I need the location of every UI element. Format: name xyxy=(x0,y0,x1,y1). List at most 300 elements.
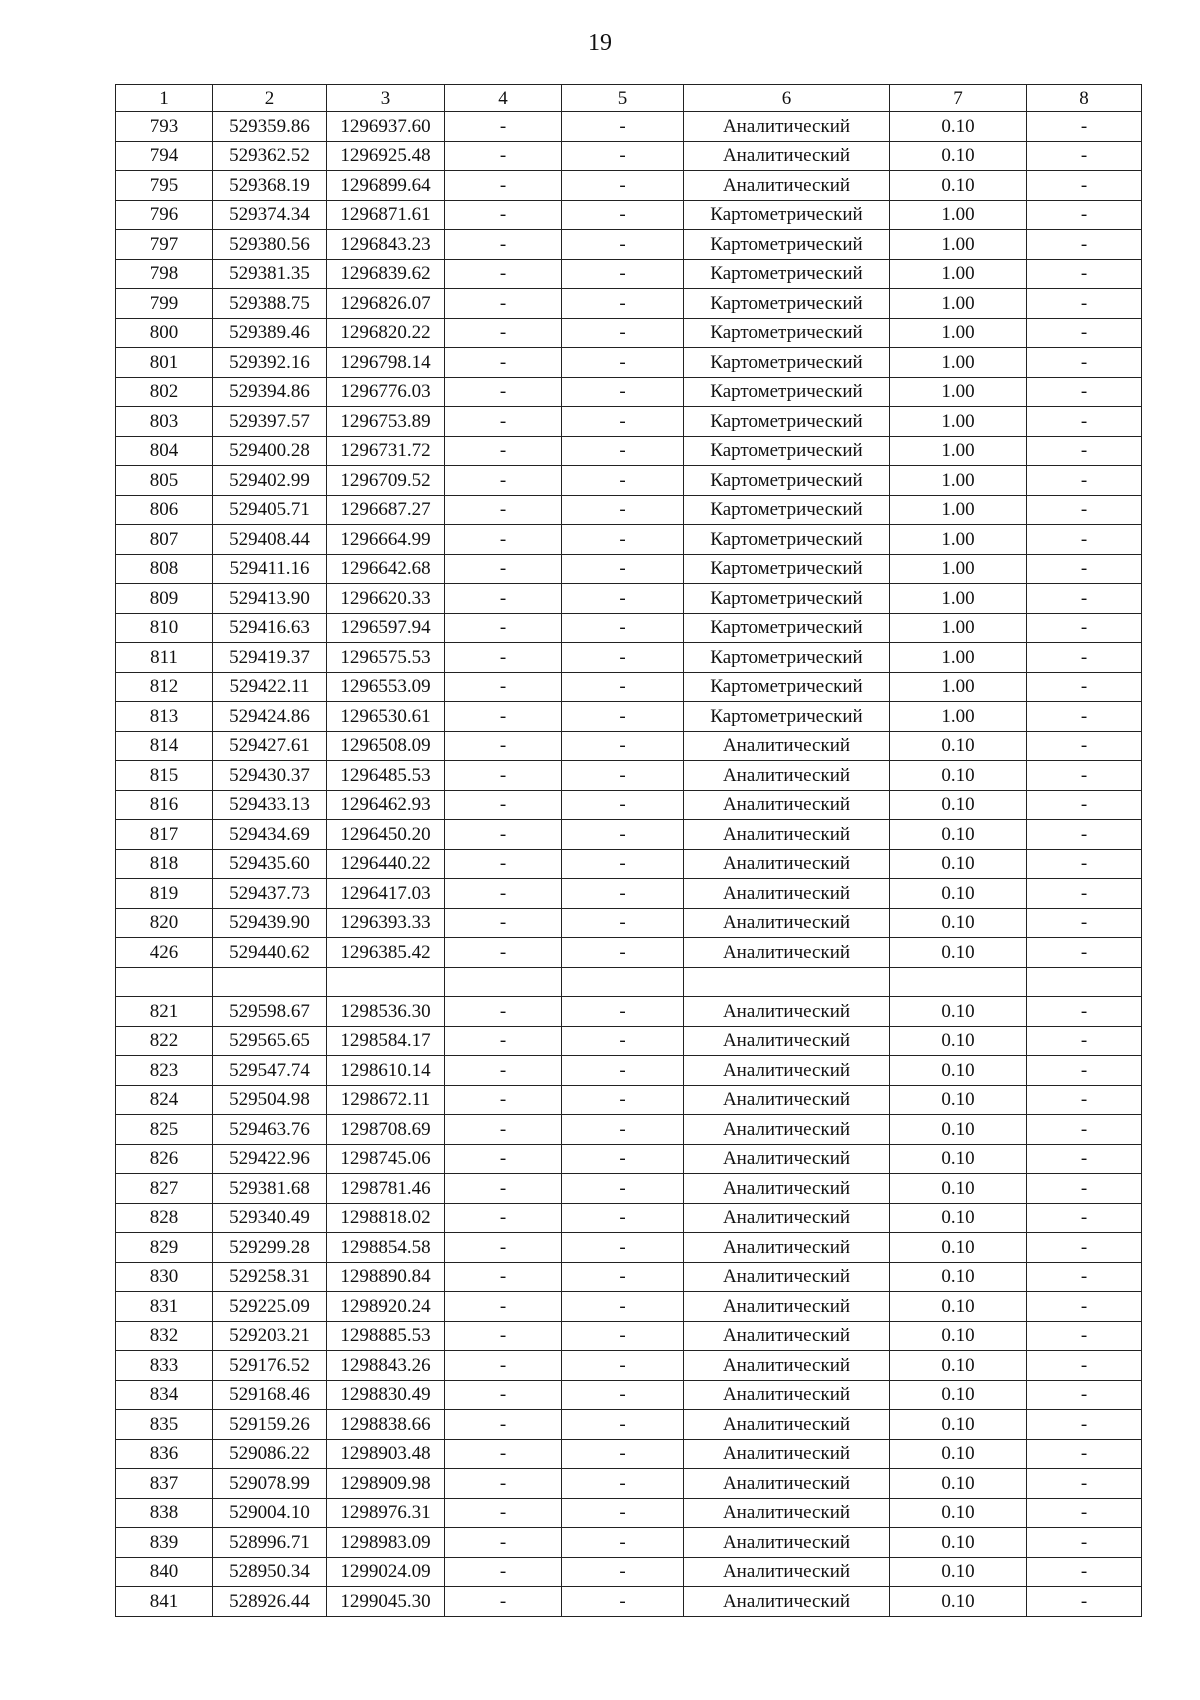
accuracy-cell: 0.10 xyxy=(890,1439,1027,1469)
col4-cell: - xyxy=(445,1233,562,1263)
col4-cell: - xyxy=(445,1174,562,1204)
col4-cell: - xyxy=(445,702,562,732)
col8-cell: - xyxy=(1027,230,1142,260)
accuracy-cell: 1.00 xyxy=(890,525,1027,555)
x-coordinate-cell: 529405.71 xyxy=(213,495,327,525)
col8-cell: - xyxy=(1027,731,1142,761)
col4-cell: - xyxy=(445,200,562,230)
y-coordinate-cell: 1296530.61 xyxy=(327,702,445,732)
method-cell: Аналитический xyxy=(684,879,890,909)
col8-cell: - xyxy=(1027,200,1142,230)
y-coordinate-cell: 1296731.72 xyxy=(327,436,445,466)
col4-cell: - xyxy=(445,230,562,260)
col8-cell: - xyxy=(1027,1380,1142,1410)
accuracy-cell: 1.00 xyxy=(890,200,1027,230)
x-coordinate-cell: 529168.46 xyxy=(213,1380,327,1410)
y-coordinate-cell: 1298890.84 xyxy=(327,1262,445,1292)
point-number-cell: 817 xyxy=(116,820,213,850)
point-number-cell: 807 xyxy=(116,525,213,555)
y-coordinate-cell: 1296776.03 xyxy=(327,377,445,407)
x-coordinate-cell: 529374.34 xyxy=(213,200,327,230)
point-number-cell: 830 xyxy=(116,1262,213,1292)
accuracy-cell: 0.10 xyxy=(890,1085,1027,1115)
col5-cell: - xyxy=(562,1528,684,1558)
point-number-cell: 808 xyxy=(116,554,213,584)
col4-cell: - xyxy=(445,1026,562,1056)
accuracy-cell xyxy=(890,967,1027,997)
col5-cell: - xyxy=(562,908,684,938)
table-row xyxy=(116,318,1142,348)
y-coordinate-cell: 1298885.53 xyxy=(327,1321,445,1351)
method-cell: Аналитический xyxy=(684,1557,890,1587)
x-coordinate-cell: 529381.35 xyxy=(213,259,327,289)
y-coordinate-cell: 1296709.52 xyxy=(327,466,445,496)
col4-cell: - xyxy=(445,1115,562,1145)
page-number: 19 xyxy=(588,30,612,56)
col5-cell: - xyxy=(562,584,684,614)
y-coordinate-cell: 1296417.03 xyxy=(327,879,445,909)
col8-cell: - xyxy=(1027,141,1142,171)
accuracy-cell: 0.10 xyxy=(890,761,1027,791)
method-cell: Картометрический xyxy=(684,643,890,673)
col4-cell: - xyxy=(445,613,562,643)
table-row xyxy=(116,112,1142,142)
method-cell: Аналитический xyxy=(684,1351,890,1381)
method-cell: Картометрический xyxy=(684,348,890,378)
col5-cell: - xyxy=(562,436,684,466)
x-coordinate-cell: 529397.57 xyxy=(213,407,327,437)
col5-cell: - xyxy=(562,141,684,171)
col8-cell: - xyxy=(1027,1528,1142,1558)
table-row xyxy=(116,1026,1142,1056)
method-cell: Аналитический xyxy=(684,171,890,201)
col5-cell: - xyxy=(562,495,684,525)
accuracy-cell: 0.10 xyxy=(890,879,1027,909)
accuracy-cell: 0.10 xyxy=(890,1262,1027,1292)
x-coordinate-cell: 529439.90 xyxy=(213,908,327,938)
col8-cell: - xyxy=(1027,1557,1142,1587)
col4-cell: - xyxy=(445,1203,562,1233)
x-coordinate-cell: 529433.13 xyxy=(213,790,327,820)
col4-cell: - xyxy=(445,1587,562,1617)
col8-cell: - xyxy=(1027,908,1142,938)
col8-cell: - xyxy=(1027,672,1142,702)
point-number-cell: 834 xyxy=(116,1380,213,1410)
point-number-cell: 801 xyxy=(116,348,213,378)
col4-cell: - xyxy=(445,1144,562,1174)
table-row xyxy=(116,672,1142,702)
table-row xyxy=(116,731,1142,761)
col4-cell: - xyxy=(445,407,562,437)
accuracy-cell: 0.10 xyxy=(890,731,1027,761)
col4-cell: - xyxy=(445,672,562,702)
method-cell: Картометрический xyxy=(684,613,890,643)
point-number-cell: 795 xyxy=(116,171,213,201)
accuracy-cell: 1.00 xyxy=(890,702,1027,732)
table-row xyxy=(116,1439,1142,1469)
x-coordinate-cell: 529394.86 xyxy=(213,377,327,407)
method-cell: Аналитический xyxy=(684,1292,890,1322)
col8-cell: - xyxy=(1027,1174,1142,1204)
col8-cell: - xyxy=(1027,171,1142,201)
table-row xyxy=(116,1144,1142,1174)
y-coordinate-cell: 1298838.66 xyxy=(327,1410,445,1440)
point-number-cell xyxy=(116,967,213,997)
x-coordinate-cell: 528950.34 xyxy=(213,1557,327,1587)
col5-cell: - xyxy=(562,466,684,496)
method-cell: Картометрический xyxy=(684,436,890,466)
col8-cell: - xyxy=(1027,1026,1142,1056)
col8-cell: - xyxy=(1027,702,1142,732)
x-coordinate-cell: 528926.44 xyxy=(213,1587,327,1617)
col4-cell: - xyxy=(445,731,562,761)
method-cell: Аналитический xyxy=(684,1085,890,1115)
table-row xyxy=(116,1587,1142,1617)
table-row xyxy=(116,1262,1142,1292)
col4-cell: - xyxy=(445,171,562,201)
table-row xyxy=(116,289,1142,319)
table-row xyxy=(116,1321,1142,1351)
y-coordinate-cell: 1296843.23 xyxy=(327,230,445,260)
x-coordinate-cell: 529598.67 xyxy=(213,997,327,1027)
accuracy-cell: 1.00 xyxy=(890,495,1027,525)
point-number-cell: 821 xyxy=(116,997,213,1027)
accuracy-cell: 1.00 xyxy=(890,377,1027,407)
method-cell: Аналитический xyxy=(684,1026,890,1056)
col5-cell: - xyxy=(562,1115,684,1145)
column-header: 4 xyxy=(445,85,562,112)
table-row xyxy=(116,141,1142,171)
col5-cell: - xyxy=(562,1203,684,1233)
col8-cell: - xyxy=(1027,407,1142,437)
accuracy-cell: 1.00 xyxy=(890,289,1027,319)
col5-cell: - xyxy=(562,525,684,555)
method-cell: Аналитический xyxy=(684,1498,890,1528)
point-number-cell: 840 xyxy=(116,1557,213,1587)
table-row xyxy=(116,554,1142,584)
table-row xyxy=(116,407,1142,437)
col4-cell xyxy=(445,967,562,997)
y-coordinate-cell: 1298854.58 xyxy=(327,1233,445,1263)
accuracy-cell: 0.10 xyxy=(890,1056,1027,1086)
accuracy-cell: 0.10 xyxy=(890,820,1027,850)
method-cell: Аналитический xyxy=(684,1410,890,1440)
x-coordinate-cell: 529388.75 xyxy=(213,289,327,319)
col5-cell: - xyxy=(562,879,684,909)
col4-cell: - xyxy=(445,318,562,348)
col5-cell: - xyxy=(562,613,684,643)
accuracy-cell: 0.10 xyxy=(890,938,1027,968)
point-number-cell: 831 xyxy=(116,1292,213,1322)
x-coordinate-cell: 529359.86 xyxy=(213,112,327,142)
x-coordinate-cell: 529340.49 xyxy=(213,1203,327,1233)
y-coordinate-cell: 1296753.89 xyxy=(327,407,445,437)
col5-cell: - xyxy=(562,1380,684,1410)
col4-cell: - xyxy=(445,141,562,171)
y-coordinate-cell: 1298745.06 xyxy=(327,1144,445,1174)
point-number-cell: 793 xyxy=(116,112,213,142)
col5-cell: - xyxy=(562,702,684,732)
x-coordinate-cell: 529463.76 xyxy=(213,1115,327,1145)
col5-cell: - xyxy=(562,1410,684,1440)
method-cell: Аналитический xyxy=(684,761,890,791)
y-coordinate-cell: 1296642.68 xyxy=(327,554,445,584)
y-coordinate-cell: 1298920.24 xyxy=(327,1292,445,1322)
col4-cell: - xyxy=(445,643,562,673)
col8-cell: - xyxy=(1027,849,1142,879)
col8-cell: - xyxy=(1027,348,1142,378)
table-row xyxy=(116,849,1142,879)
x-coordinate-cell: 529389.46 xyxy=(213,318,327,348)
col8-cell: - xyxy=(1027,525,1142,555)
method-cell: Аналитический xyxy=(684,1469,890,1499)
col4-cell: - xyxy=(445,1498,562,1528)
col8-cell: - xyxy=(1027,879,1142,909)
col4-cell: - xyxy=(445,495,562,525)
col5-cell: - xyxy=(562,1557,684,1587)
col4-cell: - xyxy=(445,1321,562,1351)
point-number-cell: 803 xyxy=(116,407,213,437)
point-number-cell: 797 xyxy=(116,230,213,260)
table-row xyxy=(116,1528,1142,1558)
method-cell: Аналитический xyxy=(684,1380,890,1410)
accuracy-cell: 0.10 xyxy=(890,1292,1027,1322)
method-cell: Аналитический xyxy=(684,938,890,968)
y-coordinate-cell: 1296664.99 xyxy=(327,525,445,555)
col5-cell: - xyxy=(562,1587,684,1617)
y-coordinate-cell: 1296871.61 xyxy=(327,200,445,230)
col4-cell: - xyxy=(445,1380,562,1410)
method-cell: Аналитический xyxy=(684,1587,890,1617)
col8-cell: - xyxy=(1027,613,1142,643)
col8-cell: - xyxy=(1027,259,1142,289)
col5-cell: - xyxy=(562,1292,684,1322)
table-row xyxy=(116,377,1142,407)
x-coordinate-cell: 529435.60 xyxy=(213,849,327,879)
method-cell: Аналитический xyxy=(684,1115,890,1145)
y-coordinate-cell xyxy=(327,967,445,997)
method-cell: Картометрический xyxy=(684,495,890,525)
col5-cell: - xyxy=(562,377,684,407)
method-cell: Аналитический xyxy=(684,141,890,171)
y-coordinate-cell: 1296826.07 xyxy=(327,289,445,319)
accuracy-cell: 0.10 xyxy=(890,1380,1027,1410)
point-number-cell: 828 xyxy=(116,1203,213,1233)
col8-cell: - xyxy=(1027,1262,1142,1292)
accuracy-cell: 0.10 xyxy=(890,1203,1027,1233)
accuracy-cell: 1.00 xyxy=(890,259,1027,289)
point-number-cell: 798 xyxy=(116,259,213,289)
method-cell: Аналитический xyxy=(684,820,890,850)
point-number-cell: 841 xyxy=(116,1587,213,1617)
col5-cell: - xyxy=(562,1056,684,1086)
point-number-cell: 812 xyxy=(116,672,213,702)
y-coordinate-cell: 1296820.22 xyxy=(327,318,445,348)
col4-cell: - xyxy=(445,761,562,791)
y-coordinate-cell: 1298903.48 xyxy=(327,1439,445,1469)
col4-cell: - xyxy=(445,849,562,879)
point-number-cell: 804 xyxy=(116,436,213,466)
col8-cell: - xyxy=(1027,820,1142,850)
col4-cell: - xyxy=(445,348,562,378)
x-coordinate-cell: 529392.16 xyxy=(213,348,327,378)
col4-cell: - xyxy=(445,466,562,496)
point-number-cell: 820 xyxy=(116,908,213,938)
point-number-cell: 802 xyxy=(116,377,213,407)
col4-cell: - xyxy=(445,554,562,584)
point-number-cell: 805 xyxy=(116,466,213,496)
y-coordinate-cell: 1298536.30 xyxy=(327,997,445,1027)
col4-cell: - xyxy=(445,1262,562,1292)
column-header: 5 xyxy=(562,85,684,112)
accuracy-cell: 0.10 xyxy=(890,1351,1027,1381)
table-row xyxy=(116,938,1142,968)
table-row xyxy=(116,584,1142,614)
col8-cell: - xyxy=(1027,1115,1142,1145)
col4-cell: - xyxy=(445,790,562,820)
col5-cell: - xyxy=(562,171,684,201)
accuracy-cell: 1.00 xyxy=(890,348,1027,378)
x-coordinate-cell: 529419.37 xyxy=(213,643,327,673)
table-row xyxy=(116,820,1142,850)
y-coordinate-cell: 1298830.49 xyxy=(327,1380,445,1410)
point-number-cell: 806 xyxy=(116,495,213,525)
accuracy-cell: 0.10 xyxy=(890,849,1027,879)
col4-cell: - xyxy=(445,436,562,466)
col8-cell: - xyxy=(1027,112,1142,142)
col8-cell: - xyxy=(1027,289,1142,319)
point-number-cell: 827 xyxy=(116,1174,213,1204)
accuracy-cell: 0.10 xyxy=(890,997,1027,1027)
x-coordinate-cell xyxy=(213,967,327,997)
col5-cell: - xyxy=(562,1351,684,1381)
y-coordinate-cell: 1296462.93 xyxy=(327,790,445,820)
table-row xyxy=(116,1203,1142,1233)
col5-cell: - xyxy=(562,1321,684,1351)
table-row xyxy=(116,1410,1142,1440)
method-cell: Аналитический xyxy=(684,997,890,1027)
col8-cell: - xyxy=(1027,318,1142,348)
col5-cell: - xyxy=(562,554,684,584)
col5-cell: - xyxy=(562,1469,684,1499)
x-coordinate-cell: 529427.61 xyxy=(213,731,327,761)
point-number-cell: 823 xyxy=(116,1056,213,1086)
x-coordinate-cell: 529176.52 xyxy=(213,1351,327,1381)
x-coordinate-cell: 529225.09 xyxy=(213,1292,327,1322)
method-cell: Картометрический xyxy=(684,200,890,230)
table-row xyxy=(116,1557,1142,1587)
table-row xyxy=(116,790,1142,820)
col5-cell: - xyxy=(562,997,684,1027)
col8-cell: - xyxy=(1027,1439,1142,1469)
table-row xyxy=(116,200,1142,230)
accuracy-cell: 0.10 xyxy=(890,1233,1027,1263)
accuracy-cell: 0.10 xyxy=(890,1587,1027,1617)
x-coordinate-cell: 529437.73 xyxy=(213,879,327,909)
col4-cell: - xyxy=(445,938,562,968)
y-coordinate-cell: 1296620.33 xyxy=(327,584,445,614)
x-coordinate-cell: 529380.56 xyxy=(213,230,327,260)
col5-cell: - xyxy=(562,348,684,378)
x-coordinate-cell: 529258.31 xyxy=(213,1262,327,1292)
point-number-cell: 832 xyxy=(116,1321,213,1351)
y-coordinate-cell: 1298909.98 xyxy=(327,1469,445,1499)
point-number-cell: 810 xyxy=(116,613,213,643)
y-coordinate-cell: 1298708.69 xyxy=(327,1115,445,1145)
method-cell: Картометрический xyxy=(684,377,890,407)
col5-cell: - xyxy=(562,1439,684,1469)
col5-cell: - xyxy=(562,1144,684,1174)
y-coordinate-cell: 1296925.48 xyxy=(327,141,445,171)
accuracy-cell: 0.10 xyxy=(890,1026,1027,1056)
point-number-cell: 815 xyxy=(116,761,213,791)
column-header: 1 xyxy=(116,85,213,112)
point-number-cell: 809 xyxy=(116,584,213,614)
y-coordinate-cell: 1296440.22 xyxy=(327,849,445,879)
col8-cell: - xyxy=(1027,584,1142,614)
col4-cell: - xyxy=(445,259,562,289)
column-header: 6 xyxy=(684,85,890,112)
method-cell: Картометрический xyxy=(684,672,890,702)
accuracy-cell: 0.10 xyxy=(890,112,1027,142)
table-row xyxy=(116,1056,1142,1086)
y-coordinate-cell: 1298843.26 xyxy=(327,1351,445,1381)
col8-cell: - xyxy=(1027,790,1142,820)
method-cell: Аналитический xyxy=(684,1203,890,1233)
method-cell: Аналитический xyxy=(684,1262,890,1292)
accuracy-cell: 0.10 xyxy=(890,908,1027,938)
col8-cell: - xyxy=(1027,1056,1142,1086)
method-cell: Картометрический xyxy=(684,702,890,732)
method-cell: Аналитический xyxy=(684,1439,890,1469)
y-coordinate-cell: 1296385.42 xyxy=(327,938,445,968)
table-row xyxy=(116,879,1142,909)
col4-cell: - xyxy=(445,377,562,407)
y-coordinate-cell: 1296687.27 xyxy=(327,495,445,525)
col8-cell: - xyxy=(1027,1587,1142,1617)
accuracy-cell: 1.00 xyxy=(890,407,1027,437)
col5-cell: - xyxy=(562,259,684,289)
col4-cell: - xyxy=(445,1439,562,1469)
table-row xyxy=(116,643,1142,673)
y-coordinate-cell: 1298983.09 xyxy=(327,1528,445,1558)
method-cell: Картометрический xyxy=(684,289,890,319)
table-row xyxy=(116,466,1142,496)
col4-cell: - xyxy=(445,1292,562,1322)
point-number-cell: 818 xyxy=(116,849,213,879)
col8-cell: - xyxy=(1027,1233,1142,1263)
col8-cell: - xyxy=(1027,1351,1142,1381)
col5-cell: - xyxy=(562,230,684,260)
table-row xyxy=(116,1380,1142,1410)
col8-cell: - xyxy=(1027,1292,1142,1322)
accuracy-cell: 0.10 xyxy=(890,1498,1027,1528)
y-coordinate-cell: 1298781.46 xyxy=(327,1174,445,1204)
accuracy-cell: 0.10 xyxy=(890,1410,1027,1440)
table-row xyxy=(116,908,1142,938)
col5-cell: - xyxy=(562,318,684,348)
x-coordinate-cell: 529086.22 xyxy=(213,1439,327,1469)
accuracy-cell: 1.00 xyxy=(890,466,1027,496)
y-coordinate-cell: 1298976.31 xyxy=(327,1498,445,1528)
accuracy-cell: 1.00 xyxy=(890,230,1027,260)
point-number-cell: 816 xyxy=(116,790,213,820)
col4-cell: - xyxy=(445,1469,562,1499)
table-row xyxy=(116,1292,1142,1322)
point-number-cell: 839 xyxy=(116,1528,213,1558)
method-cell: Аналитический xyxy=(684,1528,890,1558)
point-number-cell: 811 xyxy=(116,643,213,673)
